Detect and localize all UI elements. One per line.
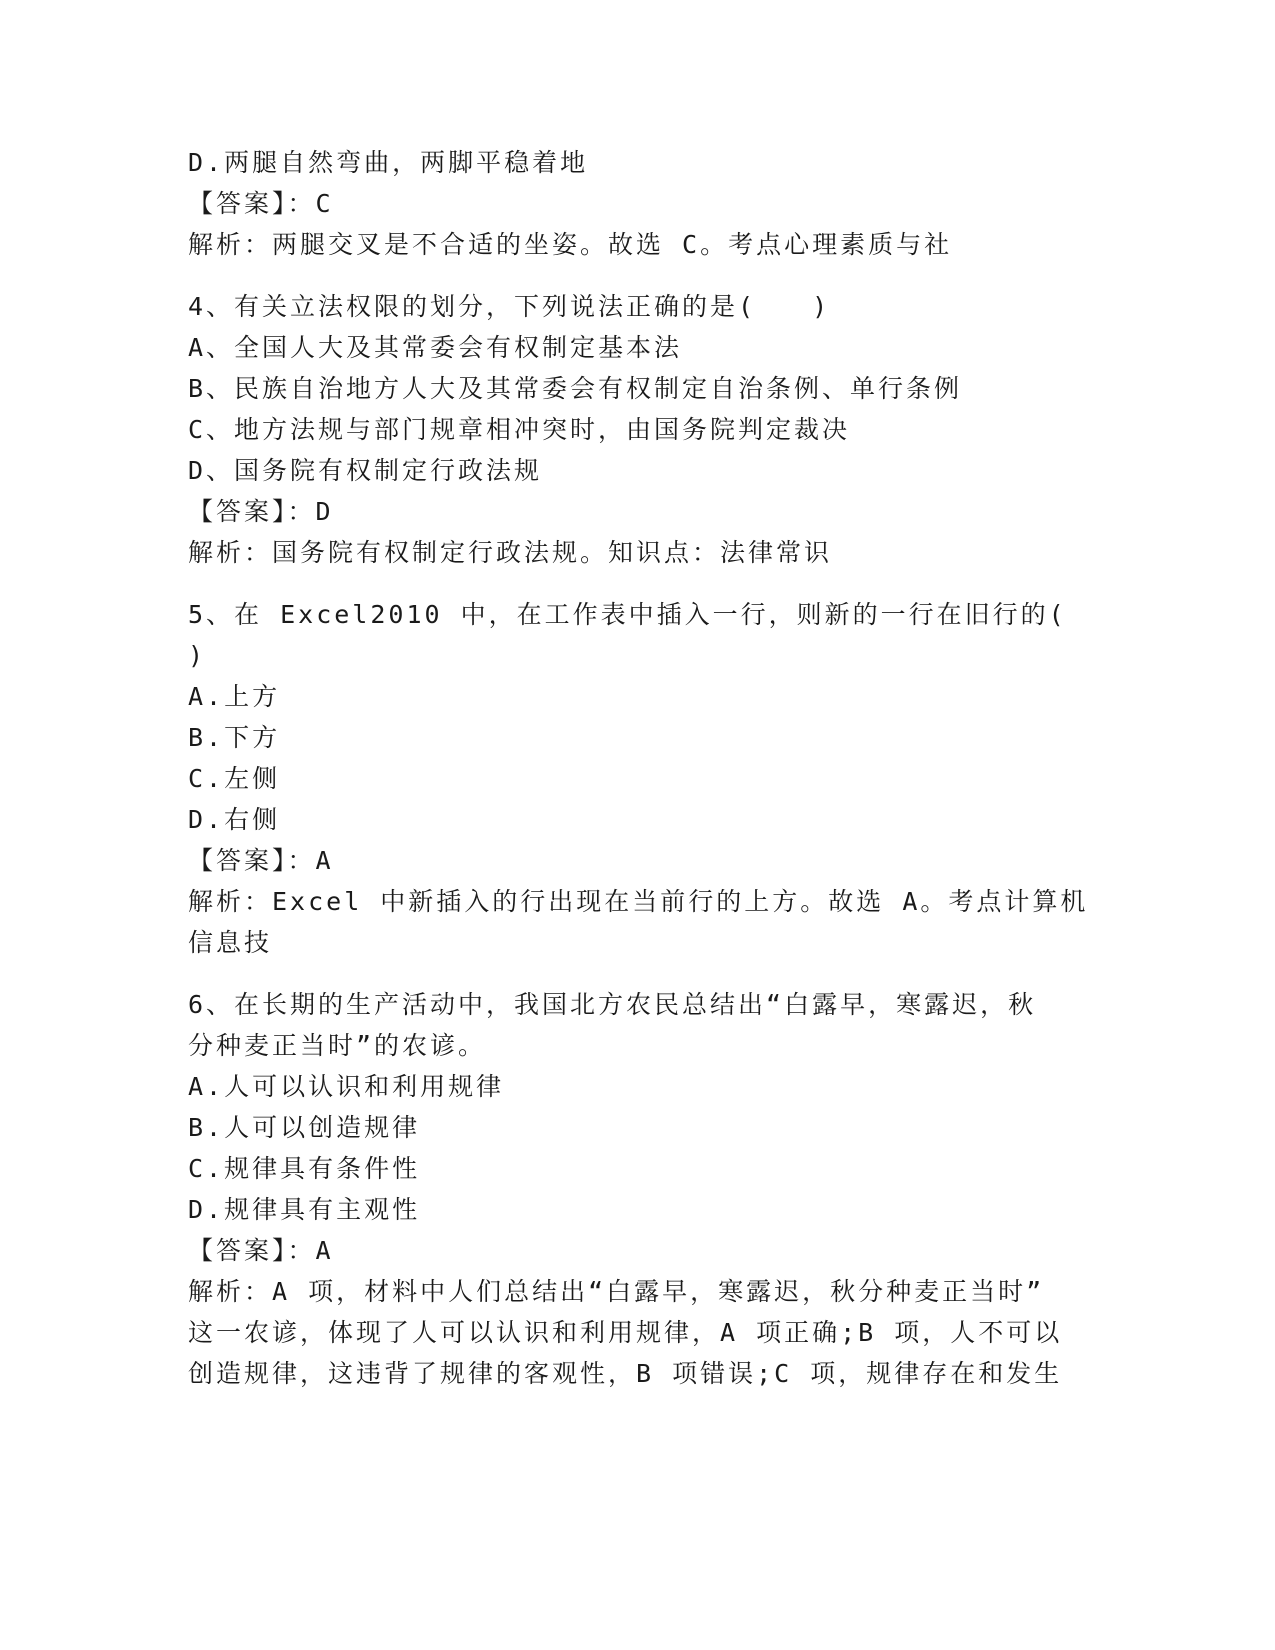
- q5-option-d: D.右侧: [188, 805, 281, 834]
- q4-option-b: B、民族自治地方人大及其常委会有权制定自治条例、单行条例: [188, 374, 963, 403]
- q3-analysis: 解析：两腿交叉是不合适的坐姿。故选 C。考点心理素质与社: [188, 230, 953, 259]
- q4-option-a: A、全国人大及其常委会有权制定基本法: [188, 333, 683, 362]
- q6-option-c: C.规律具有条件性: [188, 1154, 421, 1183]
- q4-answer: 【答案】：D: [188, 497, 334, 526]
- q6-question-line-1: 6、在长期的生产活动中，我国北方农民总结出“白露早，寒露迟，秋: [188, 990, 1037, 1019]
- q4-question: 4、有关立法权限的划分，下列说法正确的是( ): [188, 292, 831, 321]
- q5-analysis-line-1: 解析：Excel 中新插入的行出现在当前行的上方。故选 A。考点计算机: [188, 887, 1089, 916]
- q5-option-a: A.上方: [188, 682, 281, 711]
- q5-answer: 【答案】：A: [188, 846, 334, 875]
- q6-question-line-2: 分种麦正当时”的农谚。: [188, 1031, 487, 1060]
- q6-analysis-line-1: 解析：A 项，材料中人们总结出“白露早，寒露迟，秋分种麦正当时”: [188, 1277, 1045, 1306]
- q6-answer: 【答案】：A: [188, 1236, 334, 1265]
- q6-option-b: B.人可以创造规律: [188, 1113, 421, 1142]
- q6-option-d: D.规律具有主观性: [188, 1195, 421, 1224]
- q5-question-line-1: 5、在 Excel2010 中，在工作表中插入一行，则新的一行在旧行的(: [188, 600, 1067, 629]
- q6-option-a: A.人可以认识和利用规律: [188, 1072, 505, 1101]
- q3-option-d: D.两腿自然弯曲，两脚平稳着地: [188, 148, 589, 177]
- q5-analysis-line-2: 信息技: [188, 928, 273, 957]
- q5-option-b: B.下方: [188, 723, 281, 752]
- q6-analysis-line-3: 创造规律，这违背了规律的客观性，B 项错误;C 项，规律存在和发生: [188, 1359, 1063, 1388]
- q6-analysis-line-2: 这一农谚，体现了人可以认识和利用规律，A 项正确;B 项，人不可以: [188, 1318, 1063, 1347]
- q5-option-c: C.左侧: [188, 764, 281, 793]
- q4-option-d: D、国务院有权制定行政法规: [188, 456, 543, 485]
- q4-option-c: C、地方法规与部门规章相冲突时，由国务院判定裁决: [188, 415, 851, 444]
- q3-answer: 【答案】：C: [188, 189, 334, 218]
- q5-question-line-2: ): [188, 641, 207, 670]
- q4-analysis: 解析：国务院有权制定行政法规。知识点：法律常识: [188, 538, 833, 567]
